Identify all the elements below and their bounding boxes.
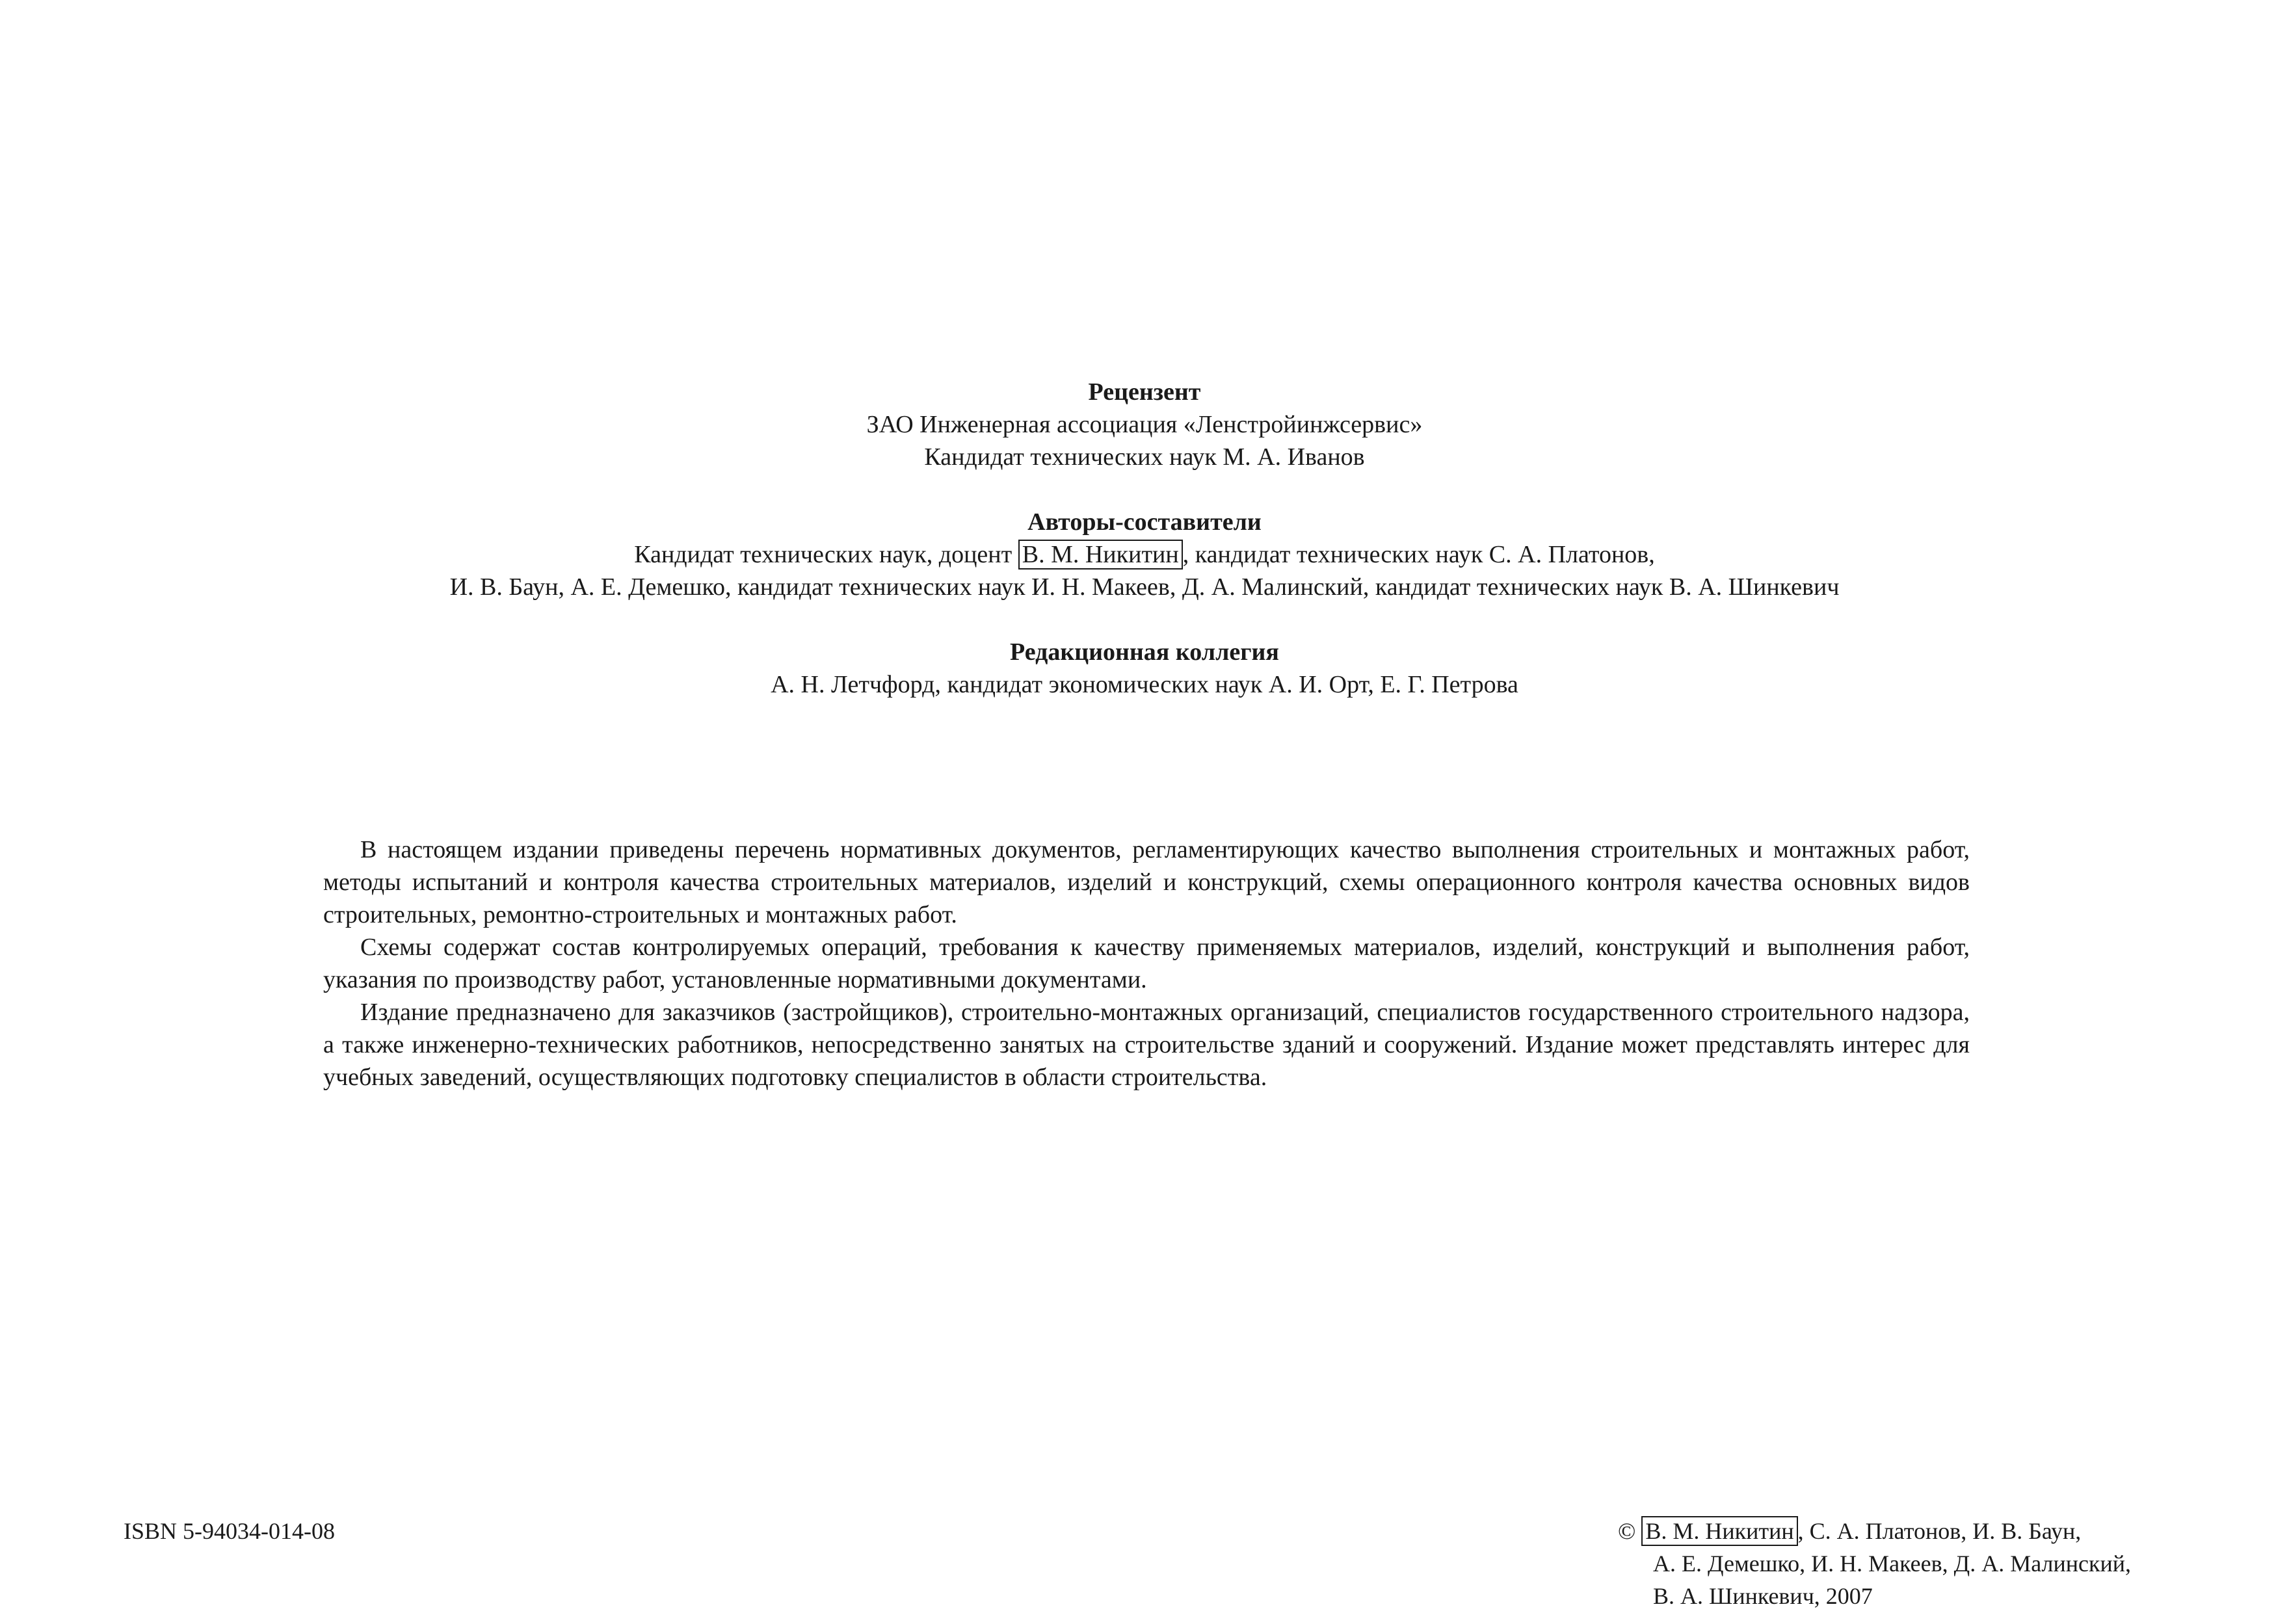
editorial-heading: Редакционная коллегия — [1010, 638, 1279, 666]
boxed-copyright-name: В. М. Никитин — [1641, 1516, 1797, 1546]
annotation-paragraph: Издание предназначено для заказчиков (застройщиков), строительно-монтажных организаций, специалистов государственного строительного надзора, а также инженерно-технических работников, непосредственно занятых на строительстве зданий и сооружений. Издание может представлять интерес для учебных заведений, осуществляющих подготовку специалистов в области строительства. — [323, 999, 1970, 1091]
reviewer-person: Кандидат технических наук М. А. Иванов — [924, 443, 1365, 471]
reviewer-section — [0, 376, 2289, 473]
annotation-block — [323, 833, 1970, 1094]
editorial-section — [0, 636, 2289, 701]
authors-heading: Авторы-составители — [1027, 508, 1262, 536]
authors-line-2: И. В. Баун, А. Е. Демешко, кандидат технических наук И. Н. Макеев, Д. А. Малинский, кандидат технических наук В. А. Шинкевич — [449, 573, 1840, 601]
boxed-author-name: В. М. Никитин — [1018, 540, 1183, 570]
authors-line-1-end: , кандидат технических наук С. А. Платонов, — [1182, 541, 1655, 568]
annotation-paragraph: Схемы содержат состав контролируемых операций, требования к качеству применяемых материалов, изделий, конструкций и выполнения работ, указания по производству работ, установленные нормативными документами. — [323, 934, 1970, 993]
copyright-line-1-rest: , С. А. Платонов, И. В. Баун, — [1797, 1518, 2082, 1544]
copyright-line-3: В. А. Шинкевич, 2007 — [1653, 1583, 1873, 1609]
section-gap — [0, 603, 2289, 636]
credits-block — [0, 376, 2289, 701]
authors-line-1-start: Кандидат технических наук, доцент — [634, 541, 1018, 568]
copyright-notice — [1618, 1515, 2131, 1612]
copyright-line-2: А. Е. Демешко, И. Н. Макеев, Д. А. Малинский, — [1653, 1551, 2131, 1577]
authors-line-1 — [0, 538, 2289, 571]
copyright-line-1 — [1618, 1515, 2082, 1547]
annotation-paragraph: В настоящем издании приведены перечень нормативных документов, регламентирующих качество выполнения строительных и монтажных работ, методы испытаний и контроля качества строительных материалов, изделий и конструкций, схемы операционного контроля качества основных видов строительных, ремонтно-строительных и монтажных работ. — [323, 836, 1970, 928]
reviewer-heading: Рецензент — [1088, 378, 1201, 406]
reviewer-organization: ЗАО Инженерная ассоциация «Ленстройинжсервис» — [866, 411, 1423, 438]
isbn-number: ISBN 5-94034-014-08 — [124, 1518, 335, 1544]
authors-section — [0, 506, 2289, 603]
section-gap — [0, 473, 2289, 506]
editorial-members: А. Н. Летчфорд, кандидат экономических наук А. И. Орт, Е. Г. Петрова — [771, 671, 1518, 698]
copyright-symbol: © — [1618, 1518, 1636, 1544]
